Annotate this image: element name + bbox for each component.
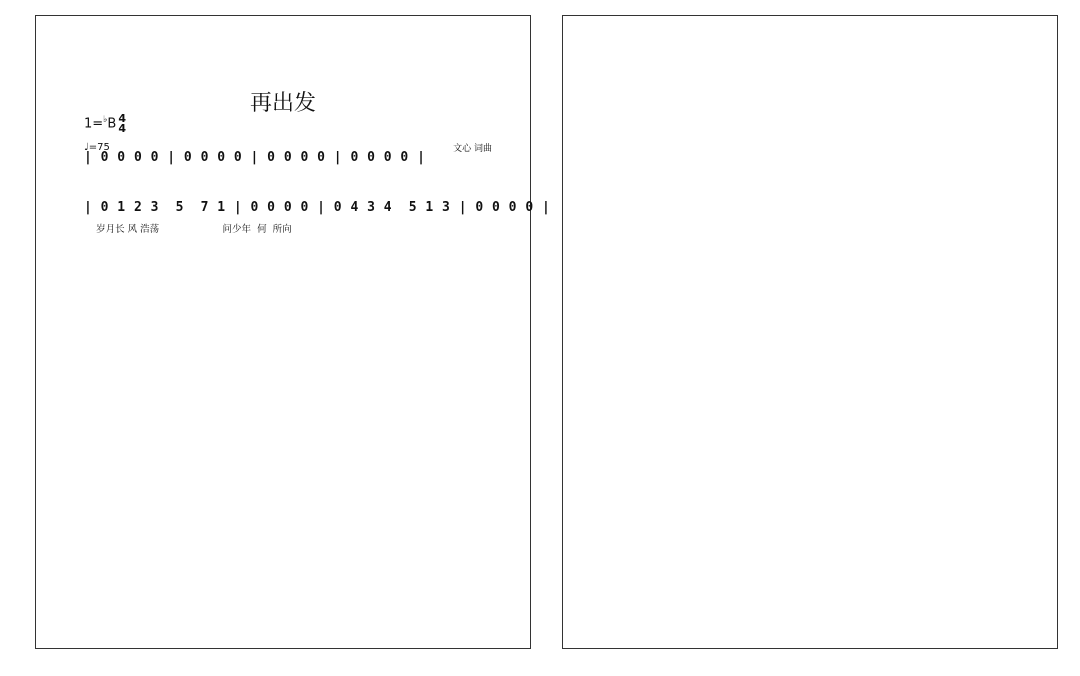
lyrics-line [619, 153, 1021, 167]
lyrics-line [84, 173, 486, 187]
flat-sign: ♭ [103, 115, 108, 126]
time-signature-top: 4 [118, 112, 126, 125]
key-label: 1= [84, 116, 104, 132]
score-system [619, 75, 1021, 113]
score-page-2 [562, 15, 1058, 649]
score-system [84, 417, 486, 455]
notation-line [84, 417, 486, 435]
notation-line [619, 409, 1021, 427]
score-system [619, 297, 1021, 335]
lyrics-line [619, 433, 1021, 447]
lyrics-line [619, 545, 1021, 559]
notation-line [84, 529, 486, 547]
score-system [619, 129, 1021, 167]
score-system [619, 185, 1021, 223]
score-system [84, 361, 486, 399]
key-note: B [107, 116, 117, 132]
score-system [619, 241, 1021, 279]
notation-line [619, 185, 1021, 203]
score-system [84, 529, 486, 567]
notation-line [84, 585, 486, 603]
score-system [84, 249, 486, 287]
notation-line: | 0 1 2 3 5 7 1 | 0 0 0 0 | 0 4 3 4 5 1 3 | 0 0 0 0 | [84, 200, 551, 215]
lyrics-line [619, 265, 1021, 279]
lyrics-line [84, 329, 486, 343]
lyrics-line [84, 441, 486, 455]
tempo-marking: ♩=75 [84, 142, 110, 153]
lyrics-line [619, 377, 1021, 391]
notation-line [619, 465, 1021, 483]
lyrics-line [84, 497, 486, 511]
score-system [84, 585, 486, 623]
lyrics-line [84, 385, 486, 399]
notation-line [619, 129, 1021, 147]
credit-text: 文心 词曲 [453, 144, 492, 154]
key-signature [84, 114, 126, 134]
lyrics-line [84, 273, 486, 287]
lyrics-line: 岁月长 风 浩荡 问少年 何 所向 [84, 224, 292, 235]
notation-line [619, 521, 1021, 539]
score-system [619, 409, 1021, 447]
score-system [84, 473, 486, 511]
score-system [619, 465, 1021, 503]
score-system [619, 353, 1021, 391]
notation-line [619, 241, 1021, 259]
lyrics-line [619, 321, 1021, 335]
score-system [84, 199, 551, 237]
notation-line [84, 361, 486, 379]
song-title: 再出发 [249, 91, 316, 116]
lyrics-line [84, 609, 486, 623]
lyrics-line [619, 209, 1021, 223]
notation-line [84, 473, 486, 491]
notation-line: | 0 0 0 0 | 0 0 0 0 | 0 0 0 0 | 0 0 0 0 | [84, 150, 426, 165]
notation-line [619, 75, 1021, 93]
score-system [84, 305, 486, 343]
lyrics-line [84, 553, 486, 567]
score-page-1 [35, 15, 551, 649]
notation-line [619, 353, 1021, 371]
score-system [84, 149, 486, 187]
notation-line [619, 297, 1021, 315]
time-signature-bottom: 4 [118, 122, 126, 135]
lyrics-line [619, 99, 1021, 113]
notation-line [84, 249, 486, 267]
score-system [619, 521, 1021, 559]
time-signature [118, 114, 126, 134]
lyrics-line [619, 489, 1021, 503]
notation-line [84, 305, 486, 323]
